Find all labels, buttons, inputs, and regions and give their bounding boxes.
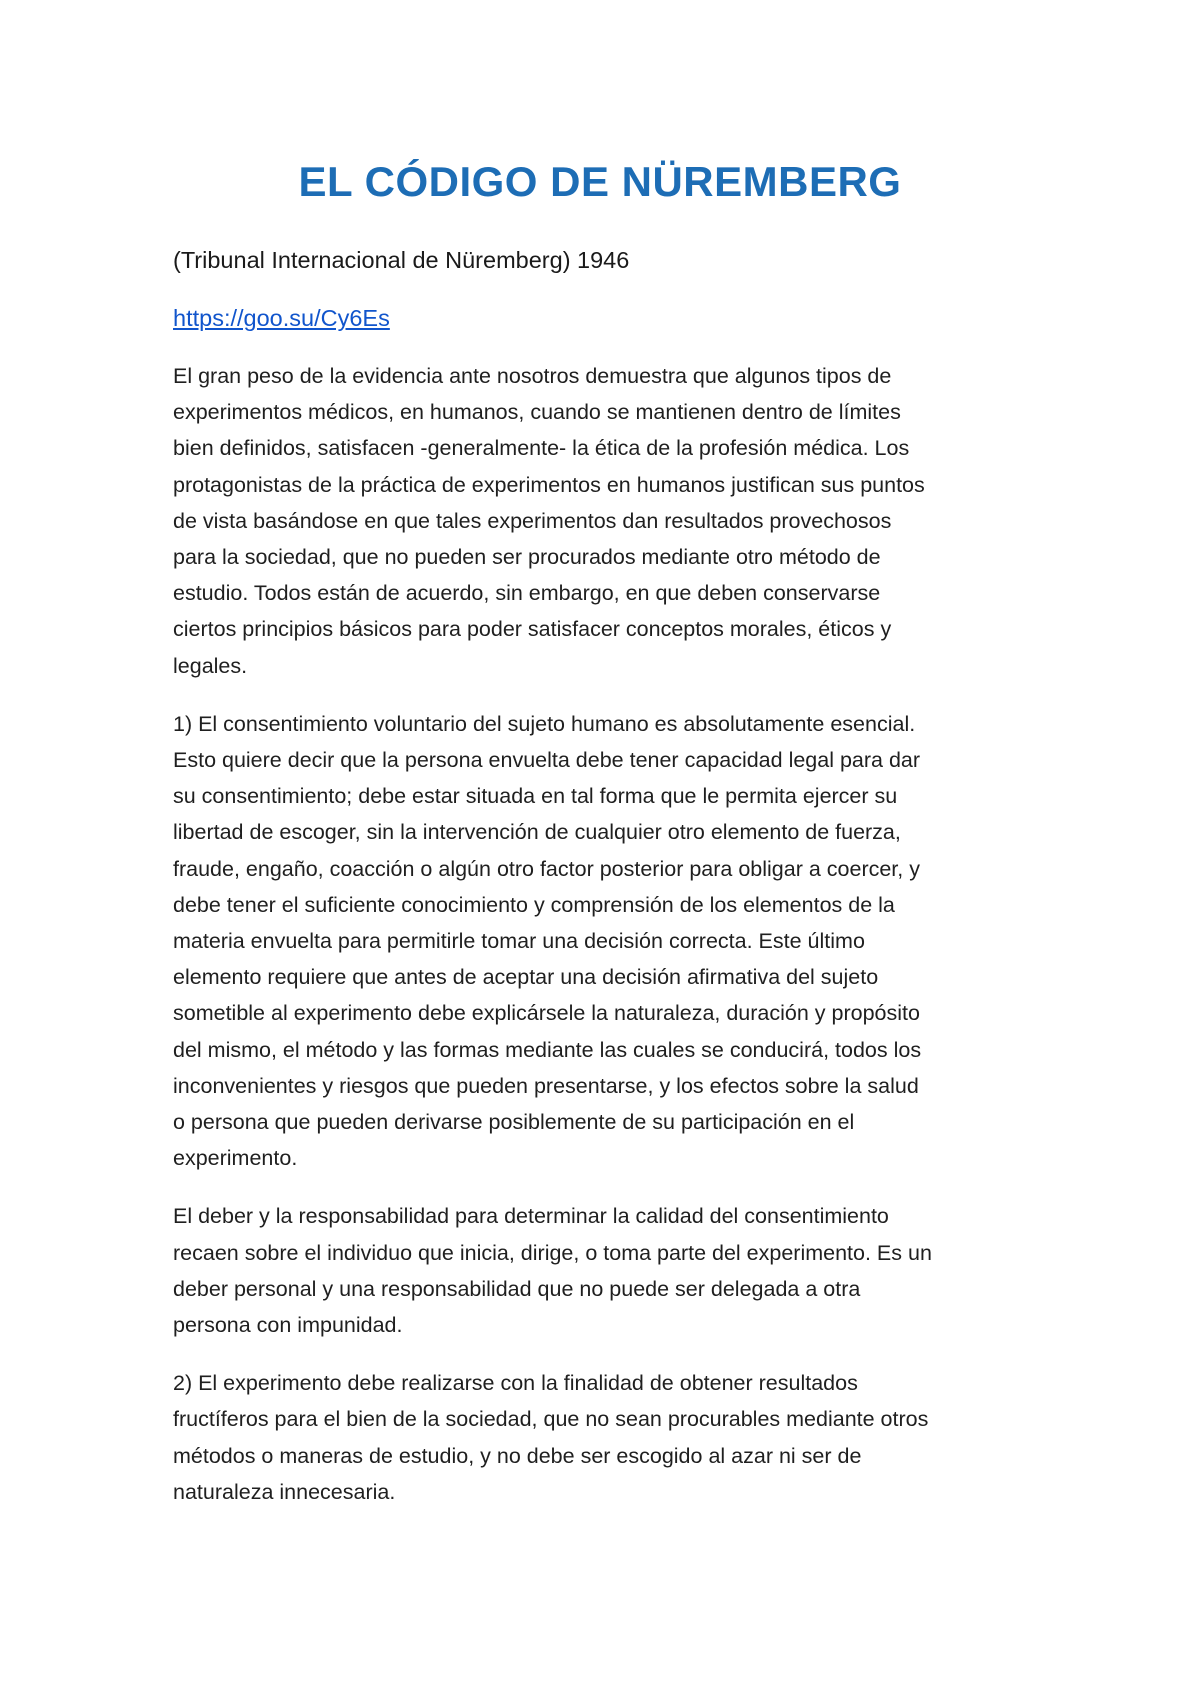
intro-paragraph: El gran peso de la evidencia ante nosotros demuestra que algunos tipos de experimentos médicos, en humanos, cuando se mantienen dentro de límites bien definidos, satisfacen -generalmente- la ética de la profesión médica. Los protagonistas de la práctica de experimentos en humanos justifican sus puntos de vista basándose en que tales experimentos dan resultados provechosos para la sociedad, que no pueden ser procurados mediante otro método de estudio. Todos están de acuerdo, sin embargo, en que deben conservarse ciertos principios básicos para poder satisfacer conceptos morales, éticos y legales. (173, 364, 925, 678)
source-link[interactable]: https://goo.su/Cy6Es (173, 305, 390, 331)
document-title: EL CÓDIGO DE NÜREMBERG (298, 158, 902, 205)
document-body (173, 242, 1053, 1532)
responsibility-paragraph: El deber y la responsabilidad para determinar la calidad del consentimiento recaen sobre el individuo que inicia, dirige, o toma parte del experimento. Es un deber personal y una responsabilidad que no puede ser delegada a otra persona con impunidad. (173, 1204, 932, 1338)
document-subtitle: (Tribunal Internacional de Nüremberg) 1946 (173, 247, 630, 273)
principle-1-paragraph: 1) El consentimiento voluntario del sujeto humano es absolutamente esencial. Esto quiere decir que la persona envuelta debe tener capacidad legal para dar su consentimiento; debe estar situada en tal forma que le permita ejercer su libertad de escoger, sin la intervención de cualquier otro elemento de fuerza, fraude, engaño, coacción o algún otro factor posterior para obligar a coercer, y debe tener el suficiente conocimiento y comprensión de los elementos de la materia envuelta para permitirle tomar una decisión correcta. Este último elemento requiere que antes de aceptar una decisión afirmativa del sujeto sometible al experimento debe explicársele la naturaleza, duración y propósito del mismo, el método y las formas mediante las cuales se conducirá, todos los inconvenientes y riesgos que pueden presentarse, y los efectos sobre la salud o persona que pueden derivarse posiblemente de su participación en el experimento. (173, 711, 922, 1171)
principle-2-paragraph: 2) El experimento debe realizarse con la finalidad de obtener resultados fructíferos para el bien de la sociedad, que no sean procurables mediante otros métodos o maneras de estudio, y no debe ser escogido al azar ni ser de naturaleza innecesaria. (173, 1371, 929, 1504)
